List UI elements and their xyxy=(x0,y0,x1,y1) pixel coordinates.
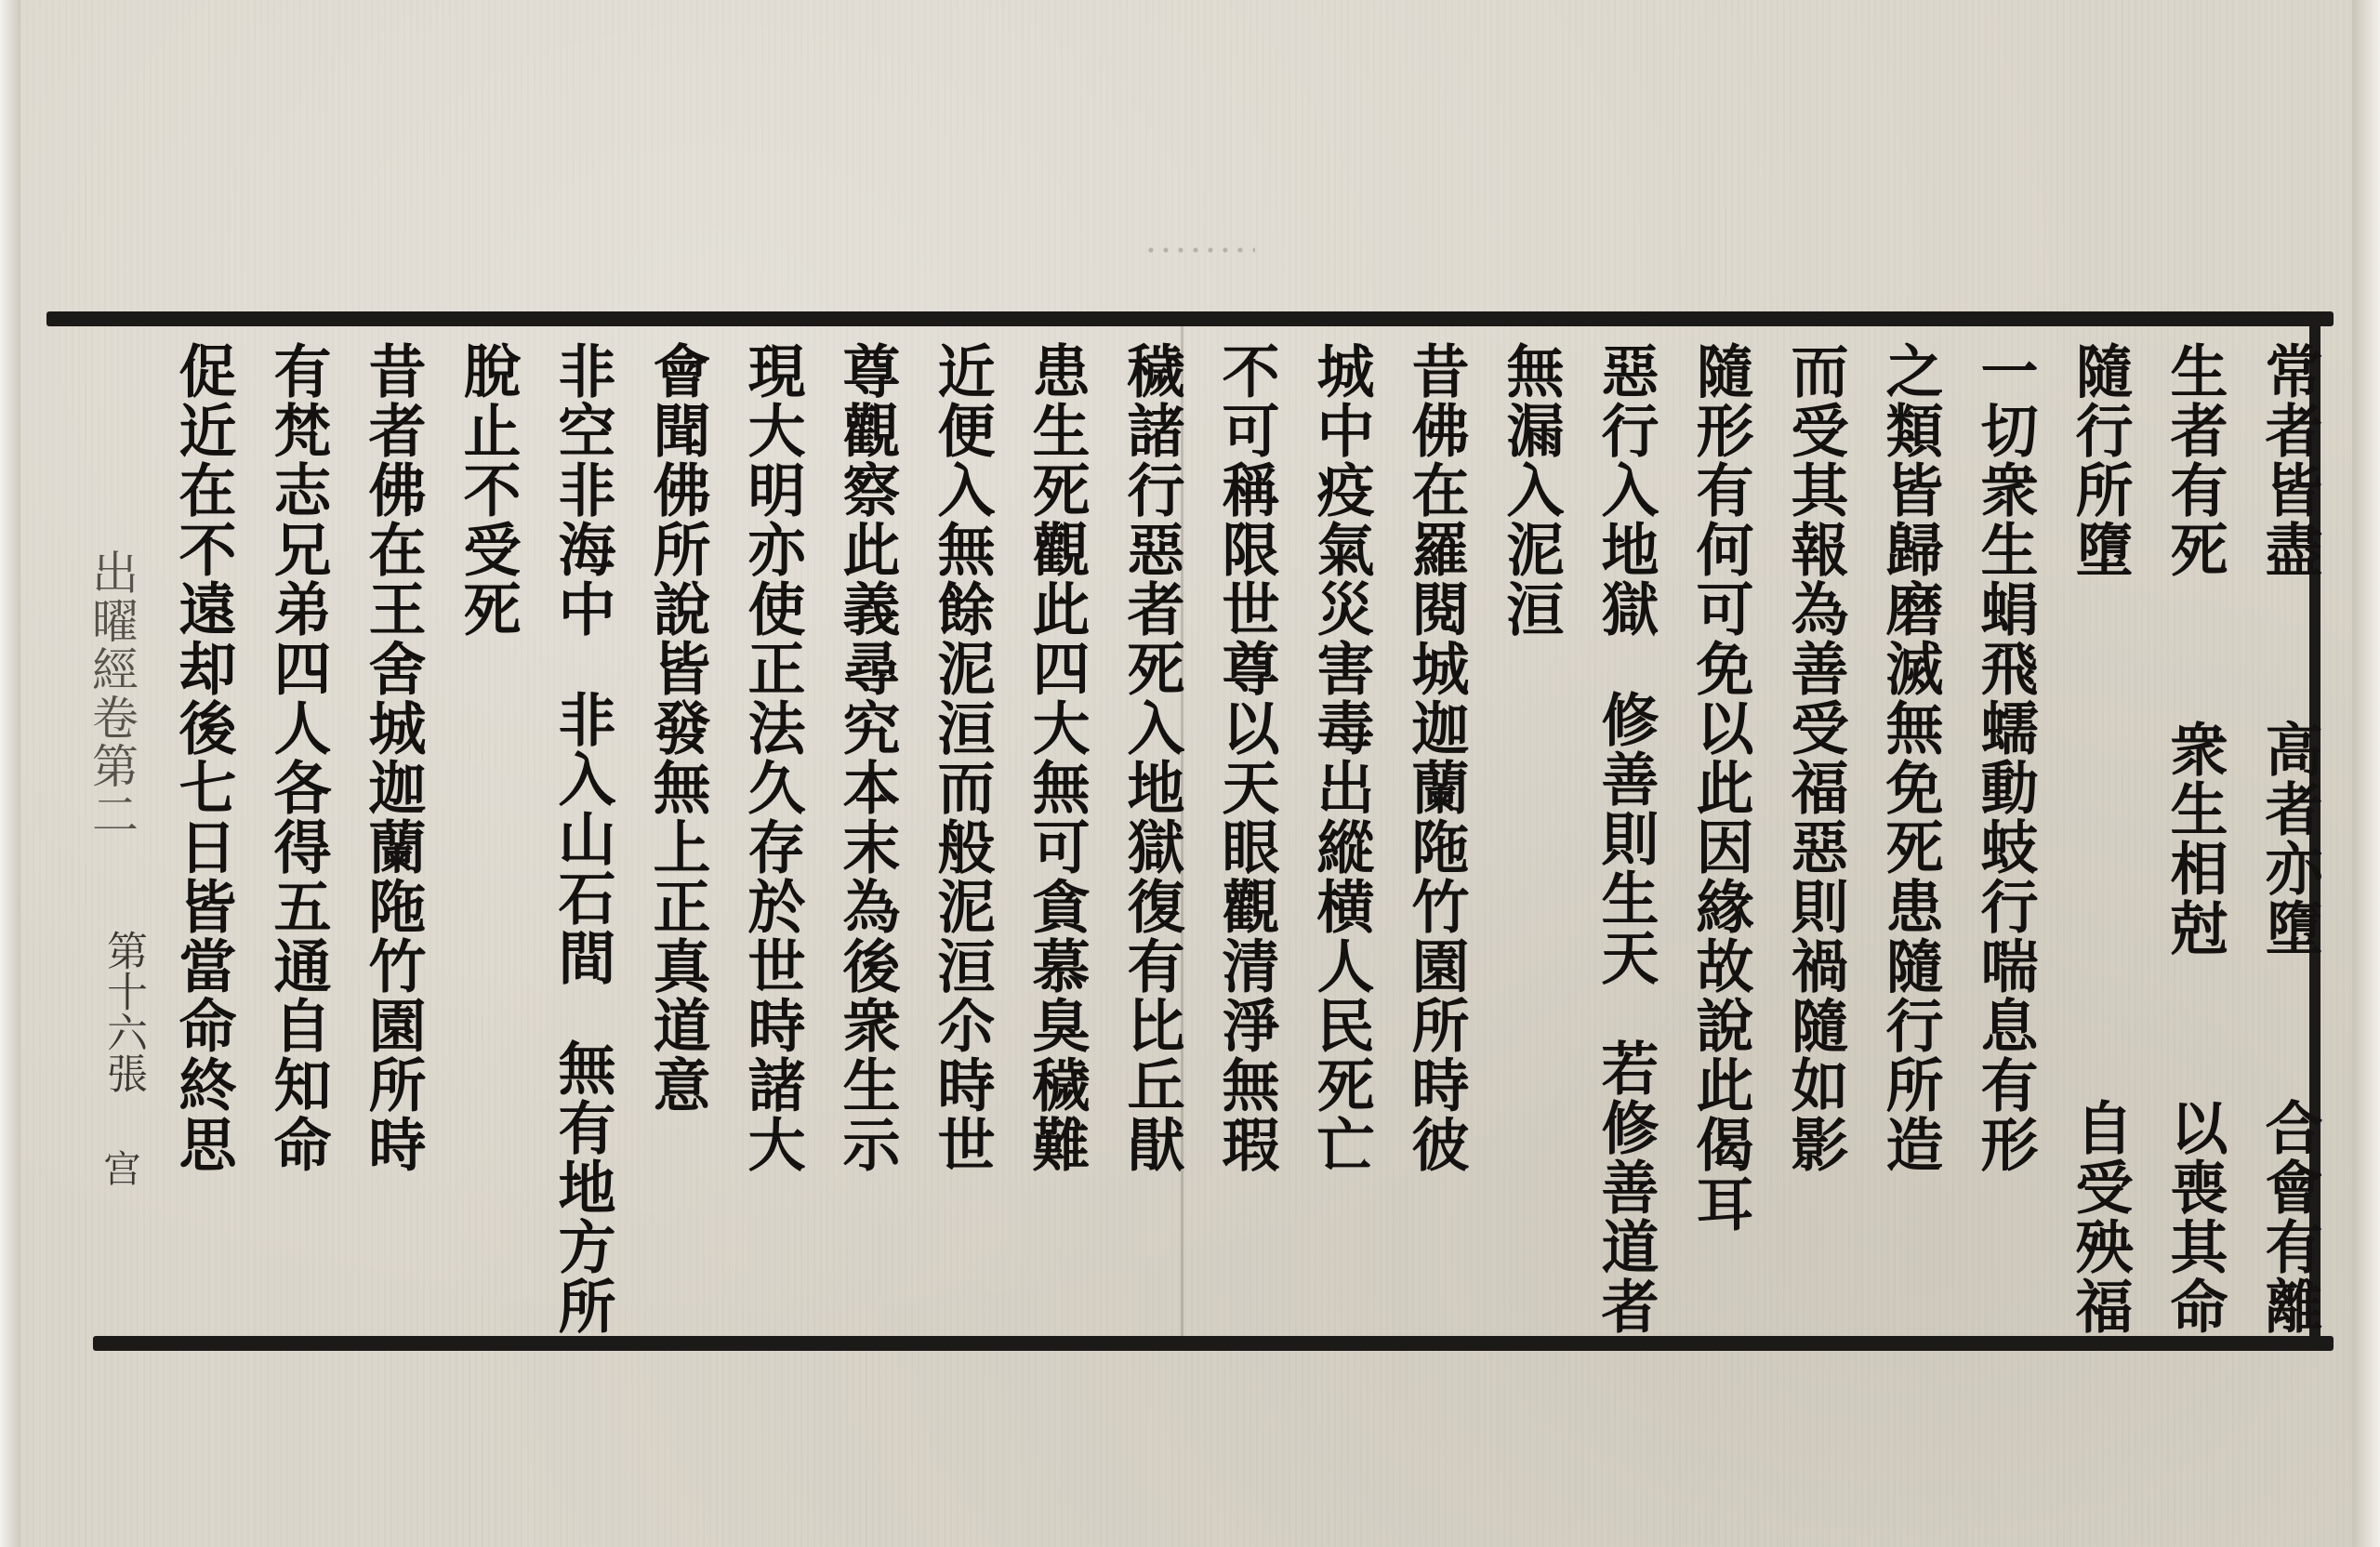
text-column xyxy=(643,341,710,1336)
text-segment: 以喪其命 xyxy=(2161,1098,2228,1336)
text-segment: 若修善道者 xyxy=(1592,1038,1659,1336)
text-column xyxy=(169,341,236,1336)
text-column xyxy=(1971,341,2038,1336)
text-column xyxy=(1876,341,1943,1336)
text-segment: 不可稱限世尊以天眼觀清淨無瑕 xyxy=(1212,341,1280,1174)
text-segment: 現大明亦使正法久存於世時諸大 xyxy=(738,341,806,1174)
text-column xyxy=(833,341,900,1336)
text-column xyxy=(1781,341,1848,1336)
bottom-border-rule xyxy=(93,1336,2334,1351)
text-segment: 惡行入地獄 xyxy=(1592,341,1659,639)
text-column xyxy=(549,341,615,1336)
text-segment: 無漏入泥洹 xyxy=(1497,341,1565,639)
text-column xyxy=(2161,341,2228,1336)
text-segment: 會聞佛所說皆發無上正真道意 xyxy=(643,341,711,1115)
text-column xyxy=(1117,341,1184,1336)
text-column xyxy=(1686,341,1753,1336)
text-segment: 昔佛在羅閱城迦蘭陁竹園所時彼 xyxy=(1402,341,1470,1174)
text-segment: 合會有離 xyxy=(2255,1098,2323,1336)
left-binding-edge xyxy=(0,0,20,1547)
text-column xyxy=(454,341,521,1336)
text-segment: 近便入無餘泥洹而般泥洹尒時世 xyxy=(928,341,996,1174)
text-column xyxy=(738,341,805,1336)
text-segment: 非空非海中 xyxy=(549,341,616,639)
text-segment: 尊觀察此義尋究本末為後衆生示 xyxy=(833,341,901,1174)
text-segment: 昔者佛在王舍城迦蘭陁竹園所時 xyxy=(359,341,427,1174)
text-segment: 之類皆歸磨滅無免死患隨行所造 xyxy=(1876,341,1944,1174)
text-segment: 修善則生天 xyxy=(1592,690,1659,987)
text-segment: 自受殃福 xyxy=(2066,1098,2134,1336)
text-column xyxy=(264,341,331,1336)
text-segment: 城中疫氣災害毒出縱横人民死亡 xyxy=(1307,341,1375,1174)
text-column xyxy=(1212,341,1279,1336)
right-binding-edge xyxy=(2352,0,2380,1547)
text-segment: 而受其報為善受福惡則禍隨如影 xyxy=(1781,341,1849,1174)
text-segment: 穢諸行惡者死入地獄復有比丘猒 xyxy=(1117,341,1185,1174)
text-column xyxy=(2255,341,2322,1336)
text-segment: 一切衆生蜎飛蠕動蚑行喘息有形 xyxy=(1971,341,2039,1174)
text-column xyxy=(1402,341,1469,1336)
text-segment: 生者有死 xyxy=(2161,341,2228,579)
text-segment: 隨行所墮 xyxy=(2066,341,2134,579)
ink-specks xyxy=(1144,244,1255,257)
text-segment: 常者皆盡 xyxy=(2255,341,2323,579)
text-segment: 有梵志兄弟四人各得五通自知命 xyxy=(264,341,332,1174)
text-segment: 隨形有何可免以此因緣故說此偈耳 xyxy=(1686,341,1754,1234)
text-segment: 衆生相尅 xyxy=(2161,720,2228,958)
text-column xyxy=(2066,341,2133,1336)
text-segment: 無有地方所 xyxy=(549,1038,616,1336)
text-column xyxy=(1592,341,1659,1336)
text-segment: 高者亦墮 xyxy=(2255,720,2323,958)
text-segment: 非入山石間 xyxy=(549,690,616,987)
text-segment: 促近在不遠却後七日皆當命終思 xyxy=(169,341,237,1174)
text-column xyxy=(1023,341,1090,1336)
top-border-rule xyxy=(46,311,2334,326)
text-column xyxy=(1307,341,1374,1336)
text-column xyxy=(1497,341,1564,1336)
margin-page-number: 第十六張 xyxy=(99,930,147,1093)
text-column xyxy=(928,341,995,1336)
text-segment: 患生死觀此四大無可貪慕臭穢難 xyxy=(1023,341,1091,1174)
printed-text-block xyxy=(46,311,2334,1351)
text-column xyxy=(359,341,426,1336)
text-segment: 脫止不受死 xyxy=(454,341,522,639)
carver-mark: 宫 xyxy=(98,1149,140,1186)
margin-book-title: 出曜經卷第二 xyxy=(85,549,139,839)
